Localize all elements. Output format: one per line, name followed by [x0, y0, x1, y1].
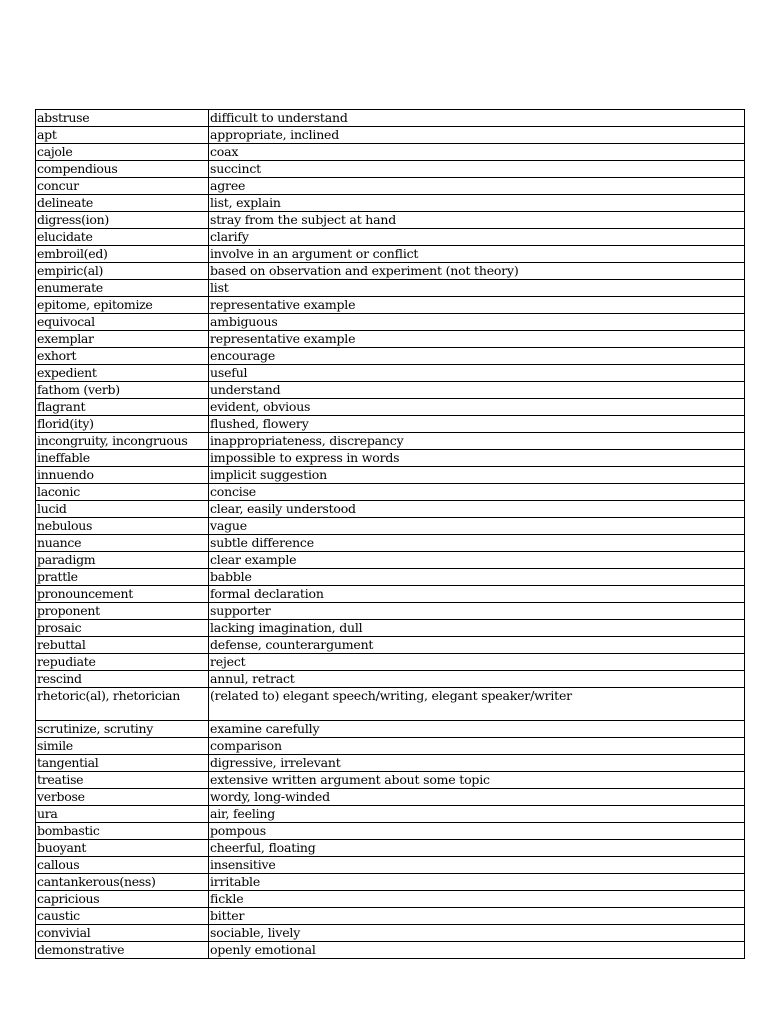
table-row: [36, 348, 745, 365]
table-row: [36, 535, 745, 552]
definition-cell: clear example: [209, 552, 745, 569]
term-cell: prosaic: [36, 620, 209, 637]
term-cell: empiric(al): [36, 263, 209, 280]
term-cell: flagrant: [36, 399, 209, 416]
definition-cell: inappropriateness, discrepancy: [209, 433, 745, 450]
term-cell: pronouncement: [36, 586, 209, 603]
term-cell: nebulous: [36, 518, 209, 535]
definition-cell: flushed, flowery: [209, 416, 745, 433]
term-cell: rebuttal: [36, 637, 209, 654]
term-cell: delineate: [36, 195, 209, 212]
table-row: [36, 110, 745, 127]
definition-cell: pompous: [209, 823, 745, 840]
definition-cell: supporter: [209, 603, 745, 620]
term-cell: rescind: [36, 671, 209, 688]
definition-cell: reject: [209, 654, 745, 671]
definition-cell: representative example: [209, 331, 745, 348]
term-cell: compendious: [36, 161, 209, 178]
term-cell: callous: [36, 857, 209, 874]
term-cell: scrutinize, scrutiny: [36, 721, 209, 738]
term-cell: concur: [36, 178, 209, 195]
definition-cell: subtle difference: [209, 535, 745, 552]
definition-cell: annul, retract: [209, 671, 745, 688]
definition-cell: babble: [209, 569, 745, 586]
table-row: [36, 823, 745, 840]
term-cell: treatise: [36, 772, 209, 789]
definition-cell: difficult to understand: [209, 110, 745, 127]
table-row: [36, 144, 745, 161]
definition-cell: extensive written argument about some topic: [209, 772, 745, 789]
table-row: [36, 467, 745, 484]
definition-cell: digressive, irrelevant: [209, 755, 745, 772]
definition-cell: wordy, long-winded: [209, 789, 745, 806]
term-cell: cantankerous(ness): [36, 874, 209, 891]
definition-cell: insensitive: [209, 857, 745, 874]
table-row: [36, 772, 745, 789]
term-cell: incongruity, incongruous: [36, 433, 209, 450]
table-row: [36, 263, 745, 280]
table-row: [36, 127, 745, 144]
term-cell: caustic: [36, 908, 209, 925]
table-row: [36, 857, 745, 874]
term-cell: equivocal: [36, 314, 209, 331]
term-cell: abstruse: [36, 110, 209, 127]
table-row: [36, 654, 745, 671]
table-row: [36, 399, 745, 416]
term-cell: exhort: [36, 348, 209, 365]
vocabulary-table-body: [36, 110, 745, 959]
term-cell: elucidate: [36, 229, 209, 246]
table-row: [36, 891, 745, 908]
definition-cell: representative example: [209, 297, 745, 314]
table-row: [36, 297, 745, 314]
table-row: [36, 195, 745, 212]
definition-cell: irritable: [209, 874, 745, 891]
definition-cell: examine carefully: [209, 721, 745, 738]
definition-cell: list, explain: [209, 195, 745, 212]
table-row: [36, 789, 745, 806]
definition-cell: cheerful, floating: [209, 840, 745, 857]
definition-cell: impossible to express in words: [209, 450, 745, 467]
table-row: [36, 433, 745, 450]
definition-cell: useful: [209, 365, 745, 382]
term-cell: epitome, epitomize: [36, 297, 209, 314]
table-row: [36, 450, 745, 467]
definition-cell: clarify: [209, 229, 745, 246]
term-cell: exemplar: [36, 331, 209, 348]
table-row: [36, 586, 745, 603]
table-row: [36, 229, 745, 246]
term-cell: digress(ion): [36, 212, 209, 229]
term-cell: fathom (verb): [36, 382, 209, 399]
definition-cell: list: [209, 280, 745, 297]
term-cell: simile: [36, 738, 209, 755]
term-cell: embroil(ed): [36, 246, 209, 263]
term-cell: apt: [36, 127, 209, 144]
definition-cell: appropriate, inclined: [209, 127, 745, 144]
definition-cell: comparison: [209, 738, 745, 755]
term-cell: tangential: [36, 755, 209, 772]
definition-cell: vague: [209, 518, 745, 535]
table-row: [36, 738, 745, 755]
table-row: [36, 671, 745, 688]
term-cell: lucid: [36, 501, 209, 518]
definition-cell: openly emotional: [209, 942, 745, 959]
table-row: [36, 569, 745, 586]
table-row: [36, 212, 745, 229]
vocabulary-table: [35, 109, 745, 959]
definition-cell: clear, easily understood: [209, 501, 745, 518]
term-cell: expedient: [36, 365, 209, 382]
definition-cell: formal declaration: [209, 586, 745, 603]
definition-cell: bitter: [209, 908, 745, 925]
term-cell: ineffable: [36, 450, 209, 467]
definition-cell: stray from the subject at hand: [209, 212, 745, 229]
table-row: [36, 908, 745, 925]
definition-cell: ambiguous: [209, 314, 745, 331]
term-cell: proponent: [36, 603, 209, 620]
term-cell: nuance: [36, 535, 209, 552]
table-row: [36, 840, 745, 857]
term-cell: verbose: [36, 789, 209, 806]
table-row: [36, 925, 745, 942]
table-row: [36, 942, 745, 959]
definition-cell: coax: [209, 144, 745, 161]
term-cell: bombastic: [36, 823, 209, 840]
term-cell: repudiate: [36, 654, 209, 671]
definition-cell: succinct: [209, 161, 745, 178]
table-row: [36, 178, 745, 195]
definition-cell: implicit suggestion: [209, 467, 745, 484]
table-row: [36, 365, 745, 382]
table-row: [36, 382, 745, 399]
term-cell: innuendo: [36, 467, 209, 484]
table-row: [36, 755, 745, 772]
table-row: [36, 246, 745, 263]
definition-cell: defense, counterargument: [209, 637, 745, 654]
definition-cell: involve in an argument or conflict: [209, 246, 745, 263]
table-row: [36, 806, 745, 823]
term-cell: ura: [36, 806, 209, 823]
table-row: [36, 331, 745, 348]
table-row: [36, 280, 745, 297]
definition-cell: agree: [209, 178, 745, 195]
definition-cell: concise: [209, 484, 745, 501]
term-cell: enumerate: [36, 280, 209, 297]
table-row: [36, 501, 745, 518]
term-cell: cajole: [36, 144, 209, 161]
table-row: [36, 637, 745, 654]
definition-cell: fickle: [209, 891, 745, 908]
definition-cell: (related to) elegant speech/writing, elegant speaker/writer: [209, 688, 745, 721]
table-row: [36, 552, 745, 569]
term-cell: prattle: [36, 569, 209, 586]
definition-cell: sociable, lively: [209, 925, 745, 942]
table-row: [36, 314, 745, 331]
table-row: [36, 416, 745, 433]
table-row: [36, 484, 745, 501]
table-row: [36, 518, 745, 535]
term-cell: capricious: [36, 891, 209, 908]
definition-cell: air, feeling: [209, 806, 745, 823]
term-cell: florid(ity): [36, 416, 209, 433]
definition-cell: evident, obvious: [209, 399, 745, 416]
table-row: [36, 688, 745, 721]
definition-cell: lacking imagination, dull: [209, 620, 745, 637]
term-cell: demonstrative: [36, 942, 209, 959]
definition-cell: based on observation and experiment (not theory): [209, 263, 745, 280]
term-cell: convivial: [36, 925, 209, 942]
term-cell: rhetoric(al), rhetorician: [36, 688, 209, 721]
definition-cell: encourage: [209, 348, 745, 365]
term-cell: paradigm: [36, 552, 209, 569]
definition-cell: understand: [209, 382, 745, 399]
table-row: [36, 161, 745, 178]
table-row: [36, 721, 745, 738]
table-row: [36, 603, 745, 620]
term-cell: buoyant: [36, 840, 209, 857]
term-cell: laconic: [36, 484, 209, 501]
table-row: [36, 620, 745, 637]
table-row: [36, 874, 745, 891]
